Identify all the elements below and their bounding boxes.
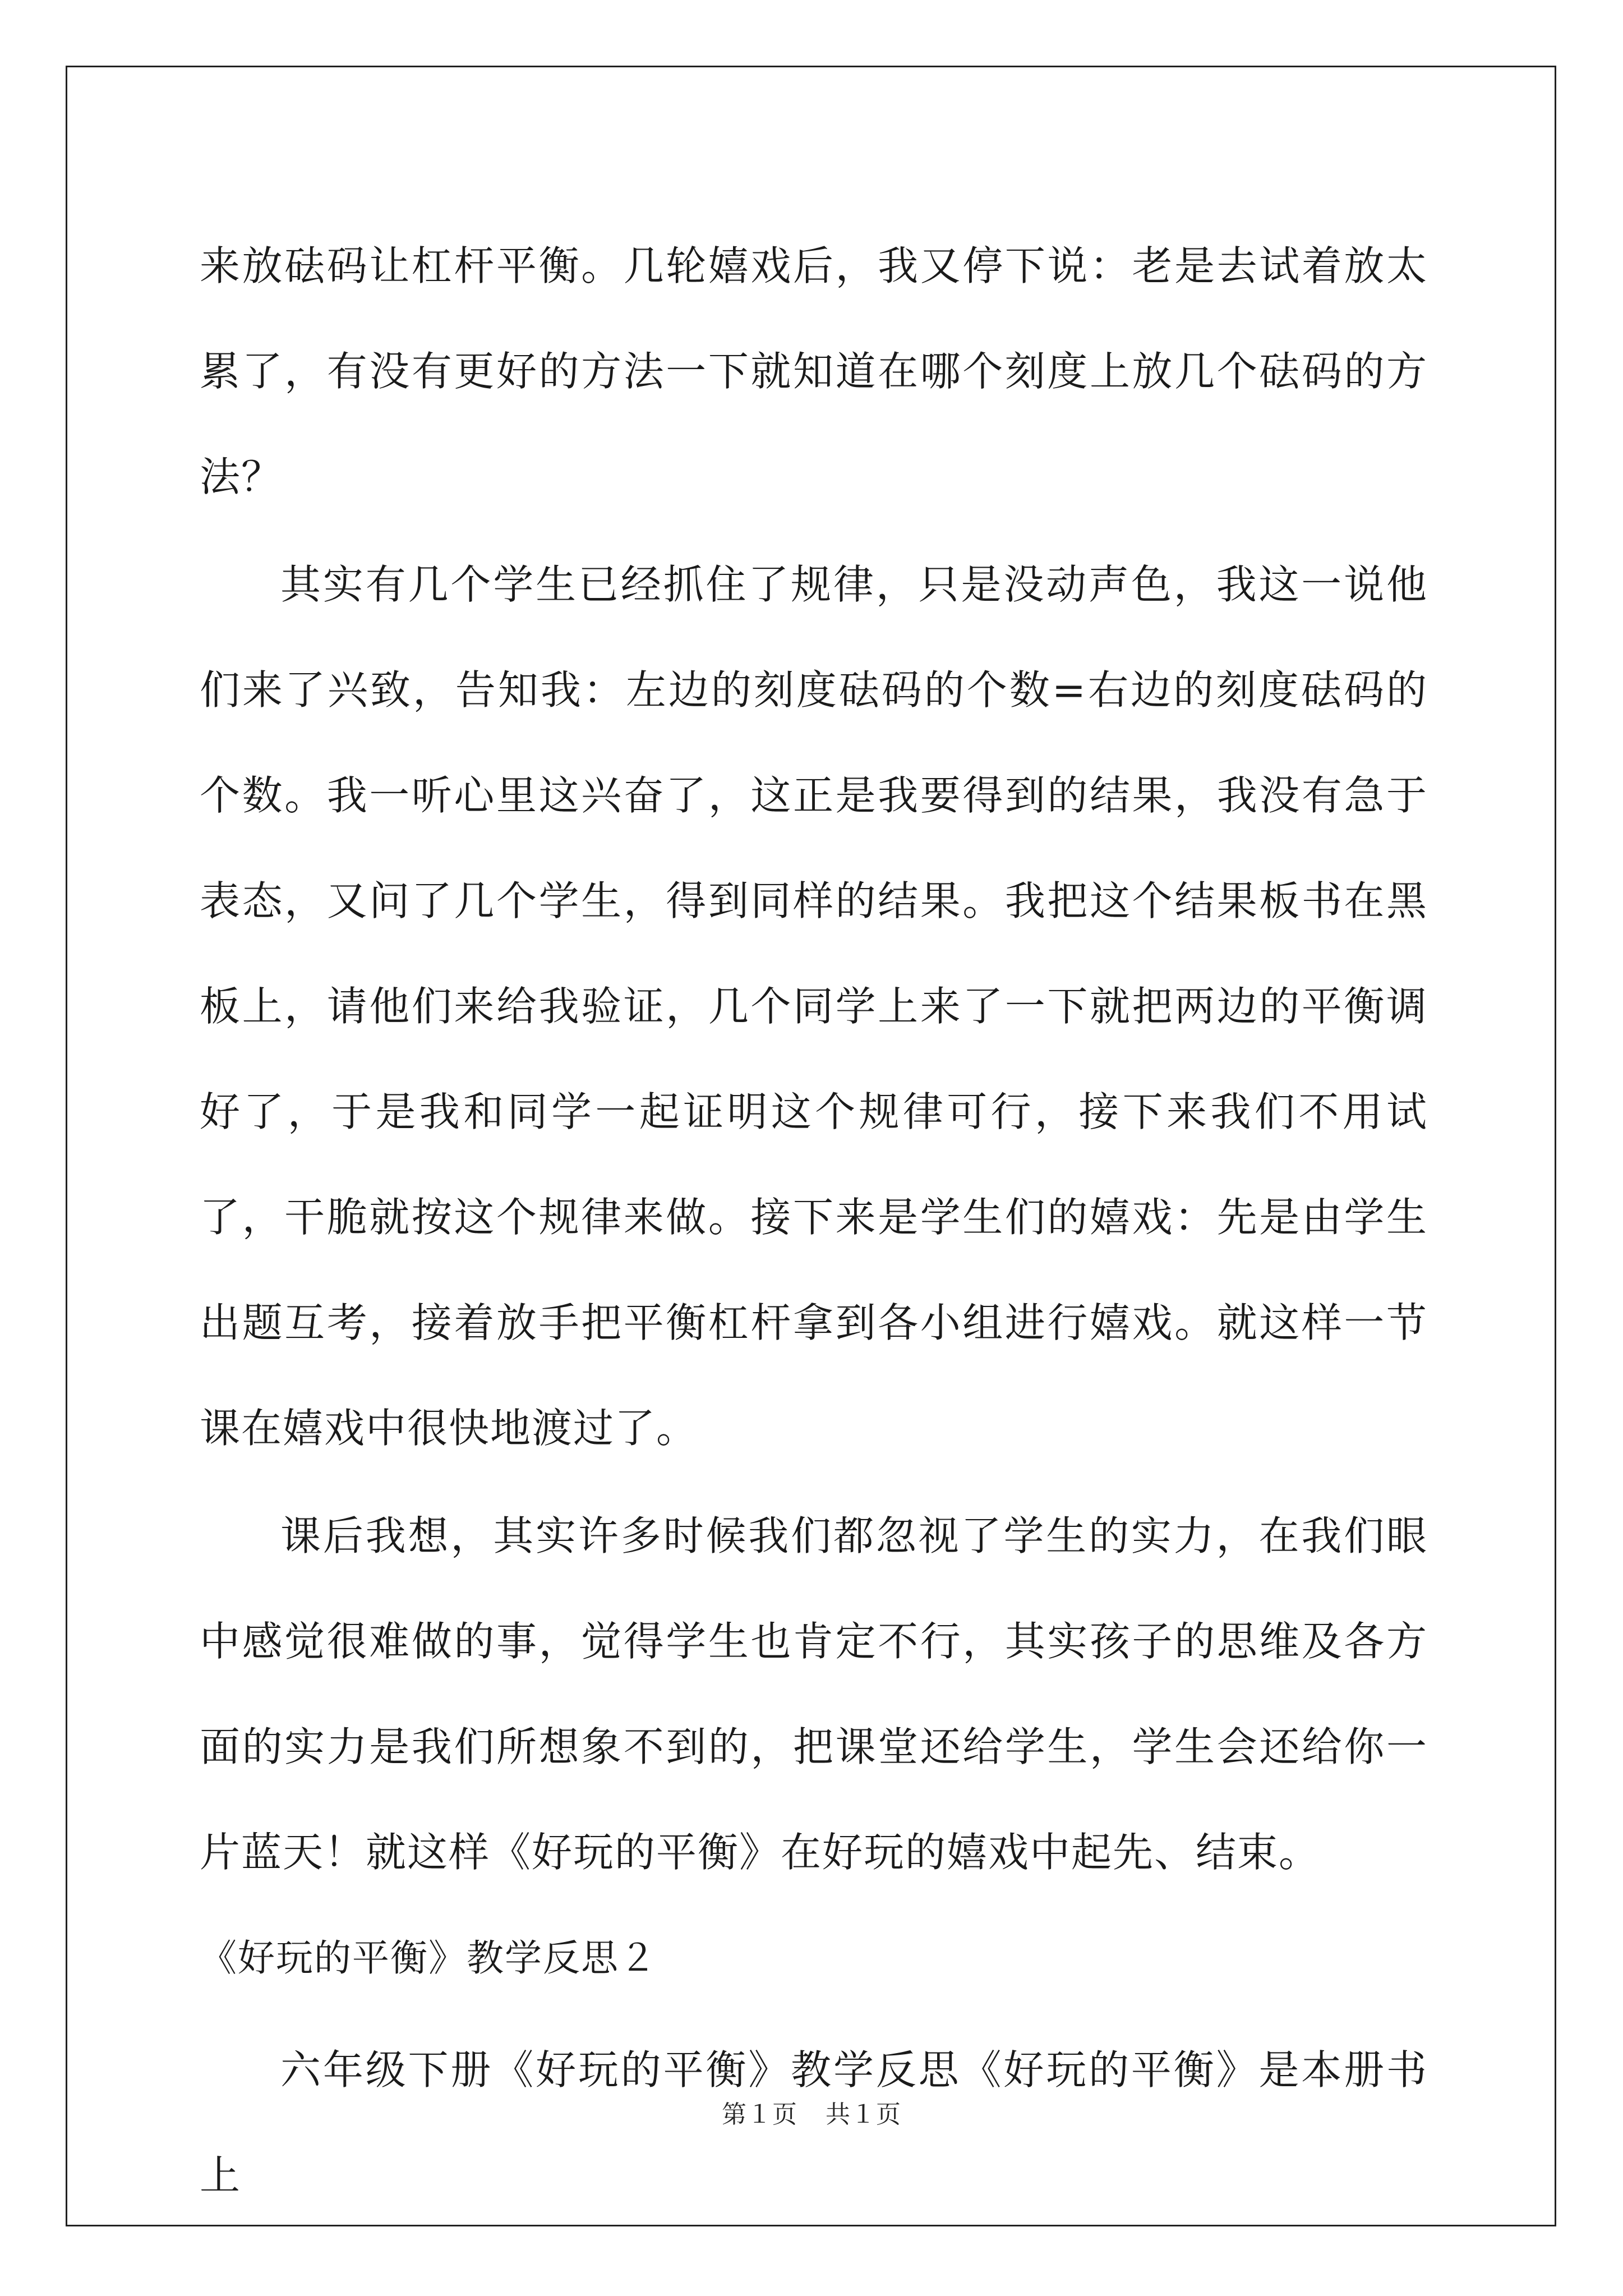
paragraph-continued: 来放砝码让杠杆平衡。几轮嬉戏后，我又停下说：老是去试着放太累了，有没有更好的方法一下就知道在哪个刻度上放几个砝码的方法？ <box>200 242 1428 500</box>
paragraph-rule-discovery: 其实有几个学生已经抓住了规律，只是没动声色，我这一说他们来了兴致，告知我：左边的刻度砝码的个数=右边的刻度砝码的个数。我一听心里这兴奋了，这正是我要得到的结果，我没有急于表态，又问了几个学生，得到同样的结果。我把这个结果板书在黑板上，请他们来给我验证，几个同学上来了一下就把两边的平衡调好了，于是我和同学一起证明这个规律可行，接下来我们不用试了，干脆就按这个规律来做。接下来是学生们的嬉戏：先是由学生出题互考，接着放手把平衡杠杆拿到各小组进行嬉戏。就这样一节课在嬉戏中很快地渡过了。 <box>200 561 1428 1452</box>
page-count: 共１页 <box>826 2100 901 2129</box>
page-number: 第１页 <box>722 2100 797 2129</box>
page-footer <box>0 2098 1623 2132</box>
paragraph-section-intro: 六年级下册《好玩的平衡》教学反思《好玩的平衡》是本册书上 <box>200 2046 1428 2199</box>
section-heading: 《好玩的平衡》教学反思２ <box>200 1936 657 1980</box>
paragraph-reflection: 课后我想，其实许多时候我们都忽视了学生的实力，在我们眼中感觉很难做的事，觉得学生也肯定不行，其实孩子的思维及各方面的实力是我们所想象不到的，把课堂还给学生，学生会还给你一片蓝天！就这样《好玩的平衡》在好玩的嬉戏中起先、结束。 <box>200 1512 1428 1876</box>
document-body <box>200 213 1428 2228</box>
